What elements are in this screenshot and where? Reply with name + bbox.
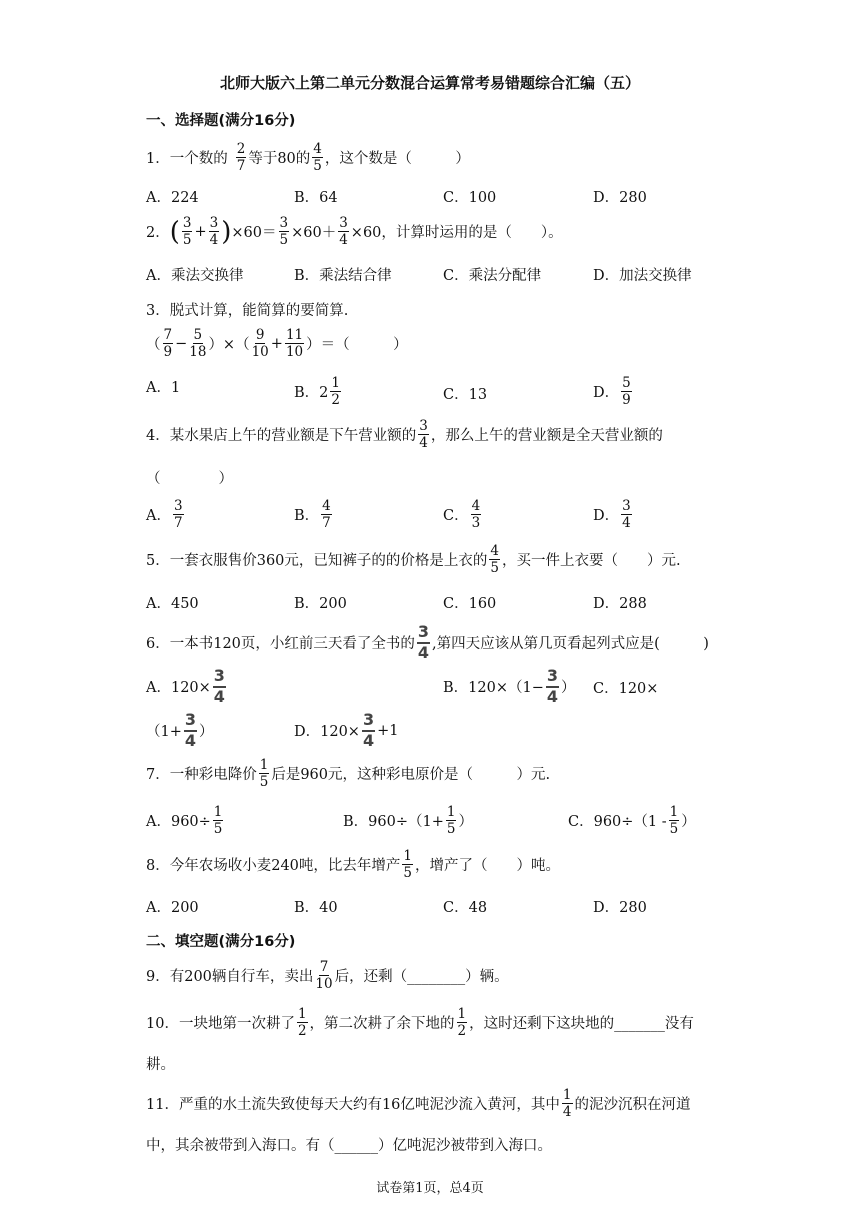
q5-option-a: A．450 [146,596,199,612]
q2-text-2: ×60＋ [291,225,337,242]
q4-answer-blank: （ ） [146,471,233,487]
question-4: 4．某水果店上午的营业额是下午营业额的 $\frac{3}{4}$ ，那么上午的营业额是全天营业额的 [146,418,663,452]
q7-option-b: B．960÷（1+ $\frac{1}{5}$ ） [343,804,473,838]
q4-option-b: B． $\frac{4}{7}$ [294,498,331,532]
q1-text-1: 1．一个数的 [146,151,228,168]
q4-option-c: C． $\frac{4}{3}$ [443,498,481,532]
q4-option-d: D． $\frac{3}{4}$ [593,498,631,532]
q4-option-a: A． $\frac{3}{7}$ [146,498,183,532]
question-10: 10．一块地第一次耕了 $\frac{1}{2}$ ，第二次耕了余下地的 $\frac{1}{2}$ ，这时还剩下这块地的_______没有 [146,1006,694,1040]
question-7: 7．一种彩电降价 $\frac{1}{5}$ 后是960元，这种彩电原价是（ ）元. [146,757,551,791]
q1-option-c: C．100 [443,190,497,206]
q10-continuation: 耕。 [146,1057,175,1073]
q5-option-d: D．288 [593,596,647,612]
question-6: 6．一本书120页，小红前三天看了全书的 $\frac{3}{4}$ ,第四天应该从第几页看起列式应是( ) [146,622,709,662]
fraction: $\frac{7}{9}$ [163,327,173,361]
q8-option-b: B．40 [294,900,338,916]
fraction: $\frac{4}{3}$ [471,498,481,532]
fraction: $\frac{3}{4}$ [339,215,348,249]
fraction: $\frac{3}{4}$ [417,622,430,662]
question-11: 11．严重的水土流失致使每天大约有16亿吨泥沙流入黄河，其中 $\frac{1}{4}$ 的泥沙沉积在河道 [146,1087,691,1121]
fraction: $\frac{3}{4}$ [209,215,219,249]
q5-option-b: B．200 [294,596,347,612]
fraction: $\frac{3}{4}$ [622,498,631,532]
fraction: $\frac{9}{10}$ [251,327,269,361]
section-heading-fill: 二、填空题(满分16分) [146,934,296,950]
fraction: $\frac{1}{5}$ [213,804,223,838]
operator: ）×（ [208,337,250,354]
fraction: $\frac{1}{5}$ [446,804,456,838]
equals-blank: ）＝（ ） [306,337,408,354]
question-8: 8．今年农场收小麦240吨，比去年增产 $\frac{1}{5}$ ，增产了（ ）吨。 [146,848,560,882]
q2-option-a: A．乘法交换律 [146,268,244,284]
q1-option-d: D．280 [593,190,647,206]
fraction: $\frac{3}{5}$ [279,215,289,249]
q2-option-c: C．乘法分配律 [443,268,542,284]
fraction: $\frac{3}{4}$ [362,710,375,750]
fraction: $\frac{3}{4}$ [546,666,558,706]
fraction: $\frac{5}{18}$ [189,327,207,361]
fraction: $\frac{3}{4}$ [419,418,428,452]
question-3: 3．脱式计算，能简算的要简算. [146,303,349,319]
q8-option-d: D．280 [593,900,647,916]
q8-option-a: A．200 [146,900,199,916]
q6-option-d: D．120× $\frac{3}{4}$ +1 [294,710,399,750]
q2-option-b: B．乘法结合律 [294,268,392,284]
q3-option-c: C．13 [443,387,488,403]
q11-continuation: 中，其余被带到入海口。有（______）亿吨泥沙被带到入海口。 [146,1138,552,1154]
fraction: $\frac{1}{5}$ [403,848,412,882]
q2-number: 2． [146,225,170,242]
q7-option-a: A．960÷ $\frac{1}{5}$ [146,804,223,838]
fraction: $\frac{11}{10}$ [285,327,304,361]
minus-sign: − [175,335,188,352]
q3-expression [146,328,408,359]
q3-option-a: A．1 [146,380,181,396]
question-2 [146,216,563,247]
q8-option-c: C．48 [443,900,488,916]
right-paren: ) [221,216,232,247]
paren: （ [146,337,161,354]
fraction: $\frac{4}{7}$ [322,498,331,532]
page-footer: 试卷第1页，总4页 [376,1181,484,1196]
q6-option-c: C．120× [593,681,659,697]
q3-option-d: D． $\frac{5}{9}$ [593,375,631,409]
q1-option-a: A．224 [146,190,199,206]
fraction: $\frac{3}{4}$ [213,666,225,706]
q6-option-c-cont: （1+ $\frac{3}{4}$ ） [146,710,214,750]
q2-text-1: ×60＝ [231,225,277,242]
fraction: $\frac{1}{2}$ [331,375,340,409]
fraction: $\frac{3}{7}$ [173,498,183,532]
fraction: $\frac{3}{4}$ [184,710,197,750]
question-5: 5．一套衣服售价360元，已知裤子的的价格是上衣的 $\frac{4}{5}$ ，买一件上衣要（ ）元. [146,543,681,577]
fraction: $\frac{1}{2}$ [297,1006,307,1040]
fraction: $\frac{1}{2}$ [457,1006,467,1040]
q5-option-c: C．160 [443,596,497,612]
left-paren: ( [169,216,180,247]
q2-text-3: ×60，计算时运用的是（ ）。 [350,225,563,242]
fraction: $\frac{1}{4}$ [562,1087,572,1121]
q1-option-b: B．64 [294,190,338,206]
plus-sign: + [194,223,207,240]
question-1 [146,142,470,173]
fraction: $\frac{2}{7}$ [236,141,246,175]
fraction: $\frac{1}{5}$ [259,757,269,791]
q3-option-b: B．2 $\frac{1}{2}$ [294,375,340,409]
fraction: $\frac{7}{10}$ [315,959,333,993]
fraction: $\frac{5}{9}$ [622,375,631,409]
fraction: $\frac{3}{5}$ [182,215,192,249]
plus-sign: + [270,335,283,352]
q7-option-c: C．960÷（1 - $\frac{1}{5}$ ） [568,804,696,838]
q1-text-3: ，这个数是（ ） [324,151,470,168]
q6-option-a: A．120× $\frac{3}{4}$ [146,666,225,706]
fraction: $\frac{1}{5}$ [669,804,679,838]
section-heading-choice: 一、选择题(满分16分) [146,113,296,129]
page-title: 北师大版六上第二单元分数混合运算常考易错题综合汇编（五） [219,74,640,92]
q1-text-2: 等于80的 [248,151,311,168]
fraction: $\frac{4}{5}$ [313,141,322,175]
fraction: $\frac{4}{5}$ [490,543,499,577]
question-9: 9．有200辆自行车，卖出 $\frac{7}{10}$ 后，还剩（________）辆。 [146,959,509,993]
q6-option-b: B．120×（1− $\frac{3}{4}$ ） [443,666,576,706]
q2-option-d: D．加法交换律 [593,268,692,284]
